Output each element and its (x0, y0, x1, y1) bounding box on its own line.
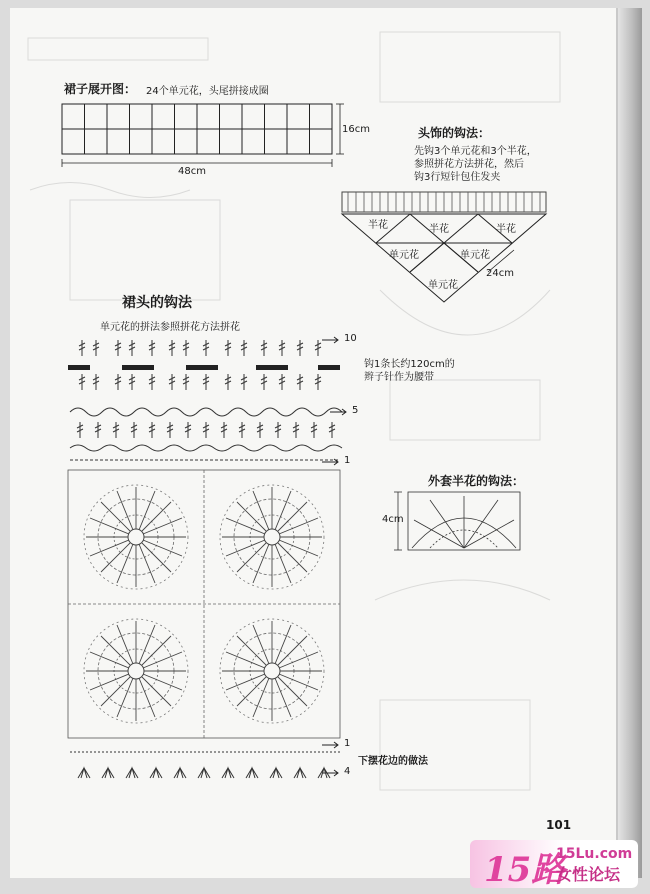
hem-edging (70, 752, 340, 778)
waistband-belt-note (364, 358, 455, 384)
jacket-half-motif-title: 外套半花的钩法： (428, 474, 525, 488)
row-marker-arrows (322, 337, 346, 776)
skirt-layout-grid (62, 104, 332, 154)
skirt-layout-title: 裙子展开图： (64, 82, 137, 96)
row-label-1-top: 1 (344, 455, 351, 466)
skirt-dimension-lines (62, 104, 344, 167)
headpiece-line-3: 钩3行短针包住发夹 (414, 172, 501, 183)
watermark-forum: 女性论坛 (556, 865, 621, 884)
watermark-site: 15Lu.com (556, 846, 633, 862)
row-label-1-bottom: 1 (344, 738, 351, 749)
belt-note-line-2: 辫子针作为腰带 (364, 372, 434, 383)
waistband-subtitle: 单元花的拼法参照拼花方法拼花 (100, 322, 240, 333)
headpiece-half-motif-left: 半花 (368, 220, 388, 231)
jacket-half-motif-diagram (394, 492, 520, 550)
waistband-stitch-rows (68, 340, 342, 460)
headpiece-unit-motif-bottom: 单元花 (428, 280, 458, 291)
headpiece-size-label: 24cm (486, 268, 514, 279)
skirt-layout-note: 24个单元花，头尾拼接成圈 (146, 86, 269, 97)
row-label-4: 4 (344, 766, 351, 777)
headpiece-half-motif-right: 半花 (496, 224, 516, 235)
page-number: 101 (546, 818, 572, 832)
row-label-5: 5 (352, 405, 359, 416)
belt-note-line-1: 钩1条长约120cm的 (364, 359, 455, 370)
motif-grid (68, 470, 340, 738)
headpiece-line-2: 参照拼花方法拼花，然后 (414, 159, 524, 170)
hem-label: 下摆花边的做法 (358, 756, 428, 767)
row-label-10: 10 (344, 333, 357, 344)
headpiece-half-motif-middle: 半花 (429, 224, 449, 235)
headpiece-unit-motif-left: 单元花 (389, 250, 419, 261)
watermark-logo-number: 15路 (484, 850, 566, 890)
headpiece-title: 头饰的钩法： (418, 126, 491, 140)
headpiece-instructions (414, 145, 537, 184)
waistband-title: 裙头的钩法 (122, 295, 192, 311)
headpiece-line-1: 先钩3个单元花和3个半花， (414, 146, 537, 157)
headpiece-unit-motif-right: 单元花 (460, 250, 490, 261)
jacket-half-motif-size: 4cm (382, 514, 404, 525)
skirt-height-label: 16cm (342, 124, 370, 135)
skirt-width-label: 48cm (178, 166, 206, 177)
